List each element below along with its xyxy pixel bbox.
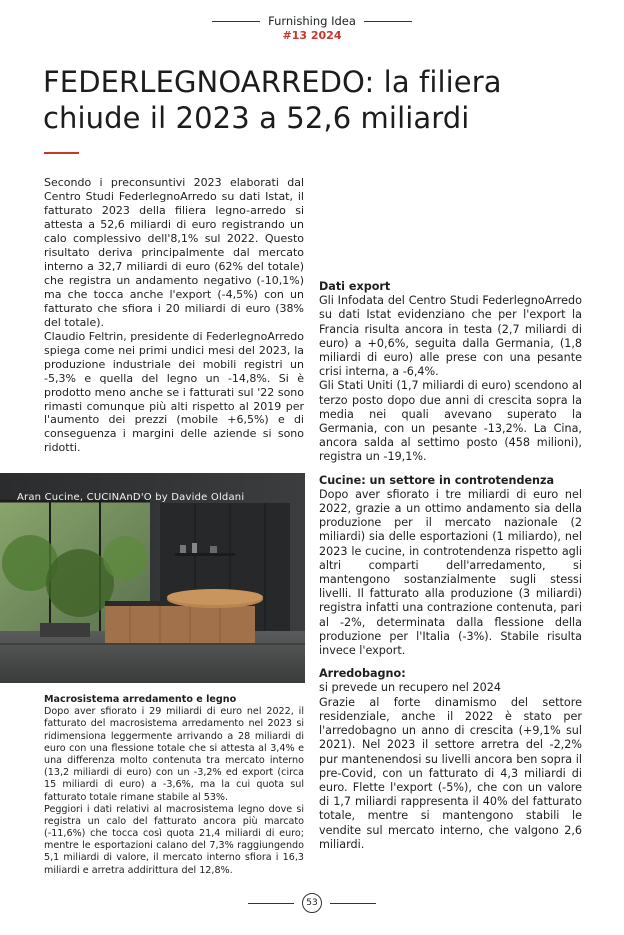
header-row <box>0 14 624 28</box>
bagno-heading: Arredobagno: <box>319 667 406 681</box>
cucine-paragraph: Dopo aver sfiorato i tre miliardi di euro nel 2022, grazie a un ottimo andamento sia della produzione per il mercato nazionale (2 miliardi) sia delle esportazioni (1 miliardo), nel 2023 le cucine, in controtendenza rispetto agli altri comparti dell'arredamento, si mantengono sostanzialmente sugli stessi livelli. Il fatturato alla produzione (3 miliardi) registra infatti una contrazione contenuta, pari al -2%, determinata dalla flessione della produzione per l'Italia (-3%). Stabile risulta invece l'export. <box>319 487 582 658</box>
footer-rule-right <box>330 903 376 904</box>
kitchen-photo <box>0 473 305 683</box>
article-title: FEDERLEGNOARREDO: la filiera chiude il 2023 a 52,6 miliardi <box>43 65 502 135</box>
magazine-name: Furnishing Idea <box>268 14 356 28</box>
spacer <box>319 176 582 280</box>
footer-rule-left <box>248 903 294 904</box>
page-header <box>0 14 624 42</box>
macro-heading: Macrosistema arredamento e legno <box>44 694 237 705</box>
macro-paragraph-1: Dopo aver sfiorato i 29 miliardi di euro nel 2022, il fatturato del macrosistema arredamento nel 2023 si ridimensiona leggermente arrivando a 28 miliardi di euro con una flessione totale che si attesta al 3,4% e una differenza molto contenuta tra mercato interno (13,2 miliardi di euro) con un -3,2% ed export (circa 15 miliardi di euro) a -3,6%, ma la cui quota sul fatturato totale rimane stabile al 53%. <box>44 706 304 803</box>
export-heading: Dati export <box>319 280 391 293</box>
issue-number: #13 2024 <box>282 29 342 42</box>
macro-paragraph-2: Peggiori i dati relativi al macrosistema legno dove si registra un calo del fatturato ancora più marcato (-11,6%) che tocca così quota 21,4 miliardi di euro; mentre le esportazioni calano del 7,3% raggiungendo 5,1 miliardi di valore, il mercato interno sfiora i 16,3 miliardi e arretra addirittura del 12,8%. <box>44 803 304 876</box>
intro-paragraph: Secondo i preconsuntivi 2023 elaborati dal Centro Studi FederlegnoArredo su dati Istat, il fatturato 2023 della filiera legno-arredo si attesta a 52,6 miliardi di euro registrando un calo complessivo dell'8,1% sul 2022. Questo risultato deriva principalmente dal mercato interno a 32,7 miliardi di euro (62% del totale) che registra un andamento negativo (-10,1%) ma che tocca anche l'export (-4,5%) con un fatturato che sfiora i 20 miliardi di euro (38% del totale). <box>44 176 304 329</box>
bagno-paragraph: Grazie al forte dinamismo del settore residenziale, anche il 2022 è stato per l'arredobagno un anno di crescita (+9,1% sul 2021). Nel 2023 il settore arretra del -2,2% pur mantenendosi su livelli ancora ben sopra il pre-Covid, con un fatturato di 4,3 miliardi di euro. Flette l'export (-5%), che con un valore di 1,7 miliardi rappresenta il 40% del fatturato totale, mentre si mantengono stabili le vendite sul mercato interno, che valgono 2,6 miliardi. <box>319 695 582 851</box>
feltrin-paragraph: Claudio Feltrin, presidente di FederlegnoArredo spiega come nei primi undici mesi del 2023, la produzione industriale dei mobili registri un -5,3% e quella del legno un -14,8%. Si è prodotto meno anche se i fatturati sul '22 sono rimasti comunque più alti rispetto al 2019 per l'aumento dei prezzi (mobile +6,5%) e di conseguenza i margini delle aziende si sono ridotti. <box>44 329 304 455</box>
column-left-top <box>44 176 304 455</box>
export-paragraph-1: Gli Infodata del Centro Studi FederlegnoArredo su dati Istat evidenziano che per l'export la Francia risulta ancora in testa (2,7 miliardi di euro) a +0,6%, seguita dalla Germania, (1,8 miliardi di euro) alle prese con una pesante crisi interna, a -6,4%. <box>319 294 582 379</box>
bagno-subheading: si prevede un recupero nel 2024 <box>319 681 501 695</box>
spacer <box>319 465 582 474</box>
page-footer <box>0 893 624 913</box>
photo-caption: Aran Cucine, CUCINAnD'O by Davide Oldani <box>17 492 245 503</box>
title-accent-rule <box>44 152 79 154</box>
cucine-heading: Cucine: un settore in controtendenza <box>319 473 555 487</box>
header-rule-right <box>364 21 412 22</box>
spacer <box>319 658 582 667</box>
header-rule-left <box>212 21 260 22</box>
kitchen-illustration <box>0 473 305 683</box>
export-paragraph-2: Gli Stati Uniti (1,7 miliardi di euro) scendono al terzo posto dopo due anni di crescita sopra la media nei quali avevano superato la Germania, con un pesante -13,2%. La Cina, ancora salda al settimo posto (458 milioni), registra un -19,1%. <box>319 379 582 464</box>
column-left-bottom <box>44 694 304 877</box>
column-right <box>319 176 582 852</box>
page-number: 53 <box>302 893 322 913</box>
